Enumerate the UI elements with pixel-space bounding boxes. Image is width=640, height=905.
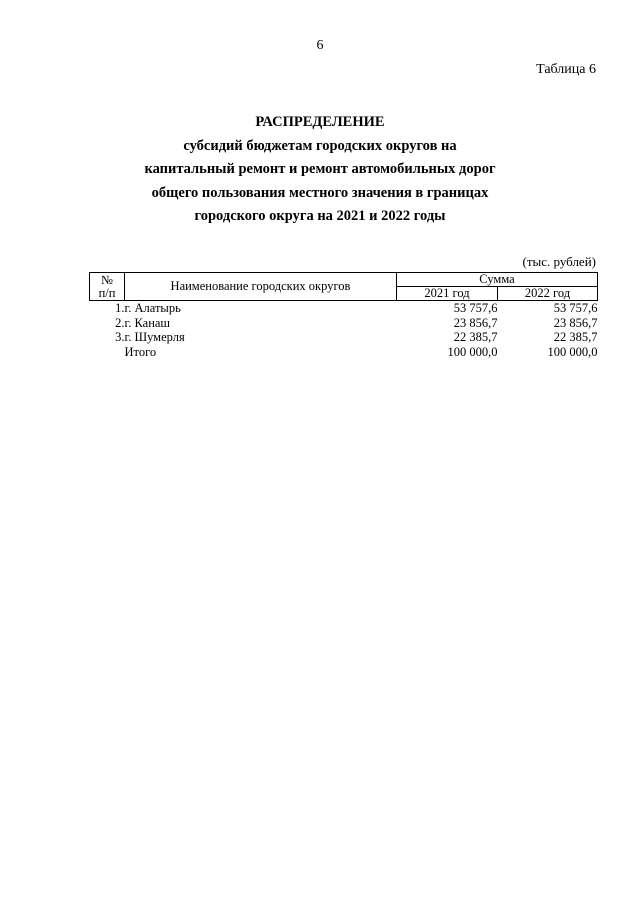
row-name: г. Шумерля bbox=[124, 330, 185, 344]
header-number bbox=[90, 273, 125, 301]
row-number: 1. bbox=[115, 301, 125, 315]
row-number: 3. bbox=[115, 330, 125, 344]
header-year-2021: 2021 год bbox=[397, 287, 498, 301]
row-value-2021: 23 856,7 bbox=[453, 315, 498, 330]
row-number: 2. bbox=[115, 315, 125, 330]
header-sum: Сумма bbox=[397, 273, 598, 287]
total-value-2021: 100 000,0 bbox=[447, 344, 498, 359]
row-value-2022: 22 385,7 bbox=[553, 330, 598, 344]
subsidy-table bbox=[89, 272, 598, 359]
total-label: Итого bbox=[124, 344, 157, 359]
header-number-line2: п/п bbox=[98, 285, 116, 300]
table-row bbox=[90, 330, 598, 345]
row-number bbox=[90, 345, 125, 360]
row-name: г. Канаш bbox=[124, 315, 171, 330]
header-year-2022: 2022 год bbox=[498, 287, 598, 301]
table-label: Таблица 6 bbox=[536, 62, 596, 77]
table-row bbox=[90, 301, 598, 316]
row-value-2021: 53 757,6 bbox=[453, 301, 498, 315]
total-row bbox=[90, 345, 598, 360]
row-name: г. Алатырь bbox=[124, 301, 181, 315]
page-number: 6 bbox=[316, 38, 324, 53]
header-name: Наименование городских округов bbox=[125, 273, 397, 301]
row-value-2022: 23 856,7 bbox=[553, 315, 598, 330]
heading-line: субсидий бюджетам городских округов на bbox=[183, 137, 457, 154]
heading-line: городского округа на 2021 и 2022 годы bbox=[194, 208, 446, 224]
units-label: (тыс. рублей) bbox=[522, 254, 596, 269]
table-row bbox=[90, 316, 598, 331]
row-value-2021: 22 385,7 bbox=[453, 330, 498, 344]
total-value-2022: 100 000,0 bbox=[547, 344, 598, 359]
document-heading bbox=[0, 111, 640, 229]
heading-title: РАСПРЕДЕЛЕНИЕ bbox=[255, 114, 385, 130]
heading-line: капитальный ремонт и ремонт автомобильных дорог bbox=[144, 161, 496, 177]
heading-line: общего пользования местного значения в границах bbox=[151, 184, 489, 201]
row-value-2022: 53 757,6 bbox=[553, 301, 598, 315]
header-number-line1: № bbox=[101, 272, 113, 287]
